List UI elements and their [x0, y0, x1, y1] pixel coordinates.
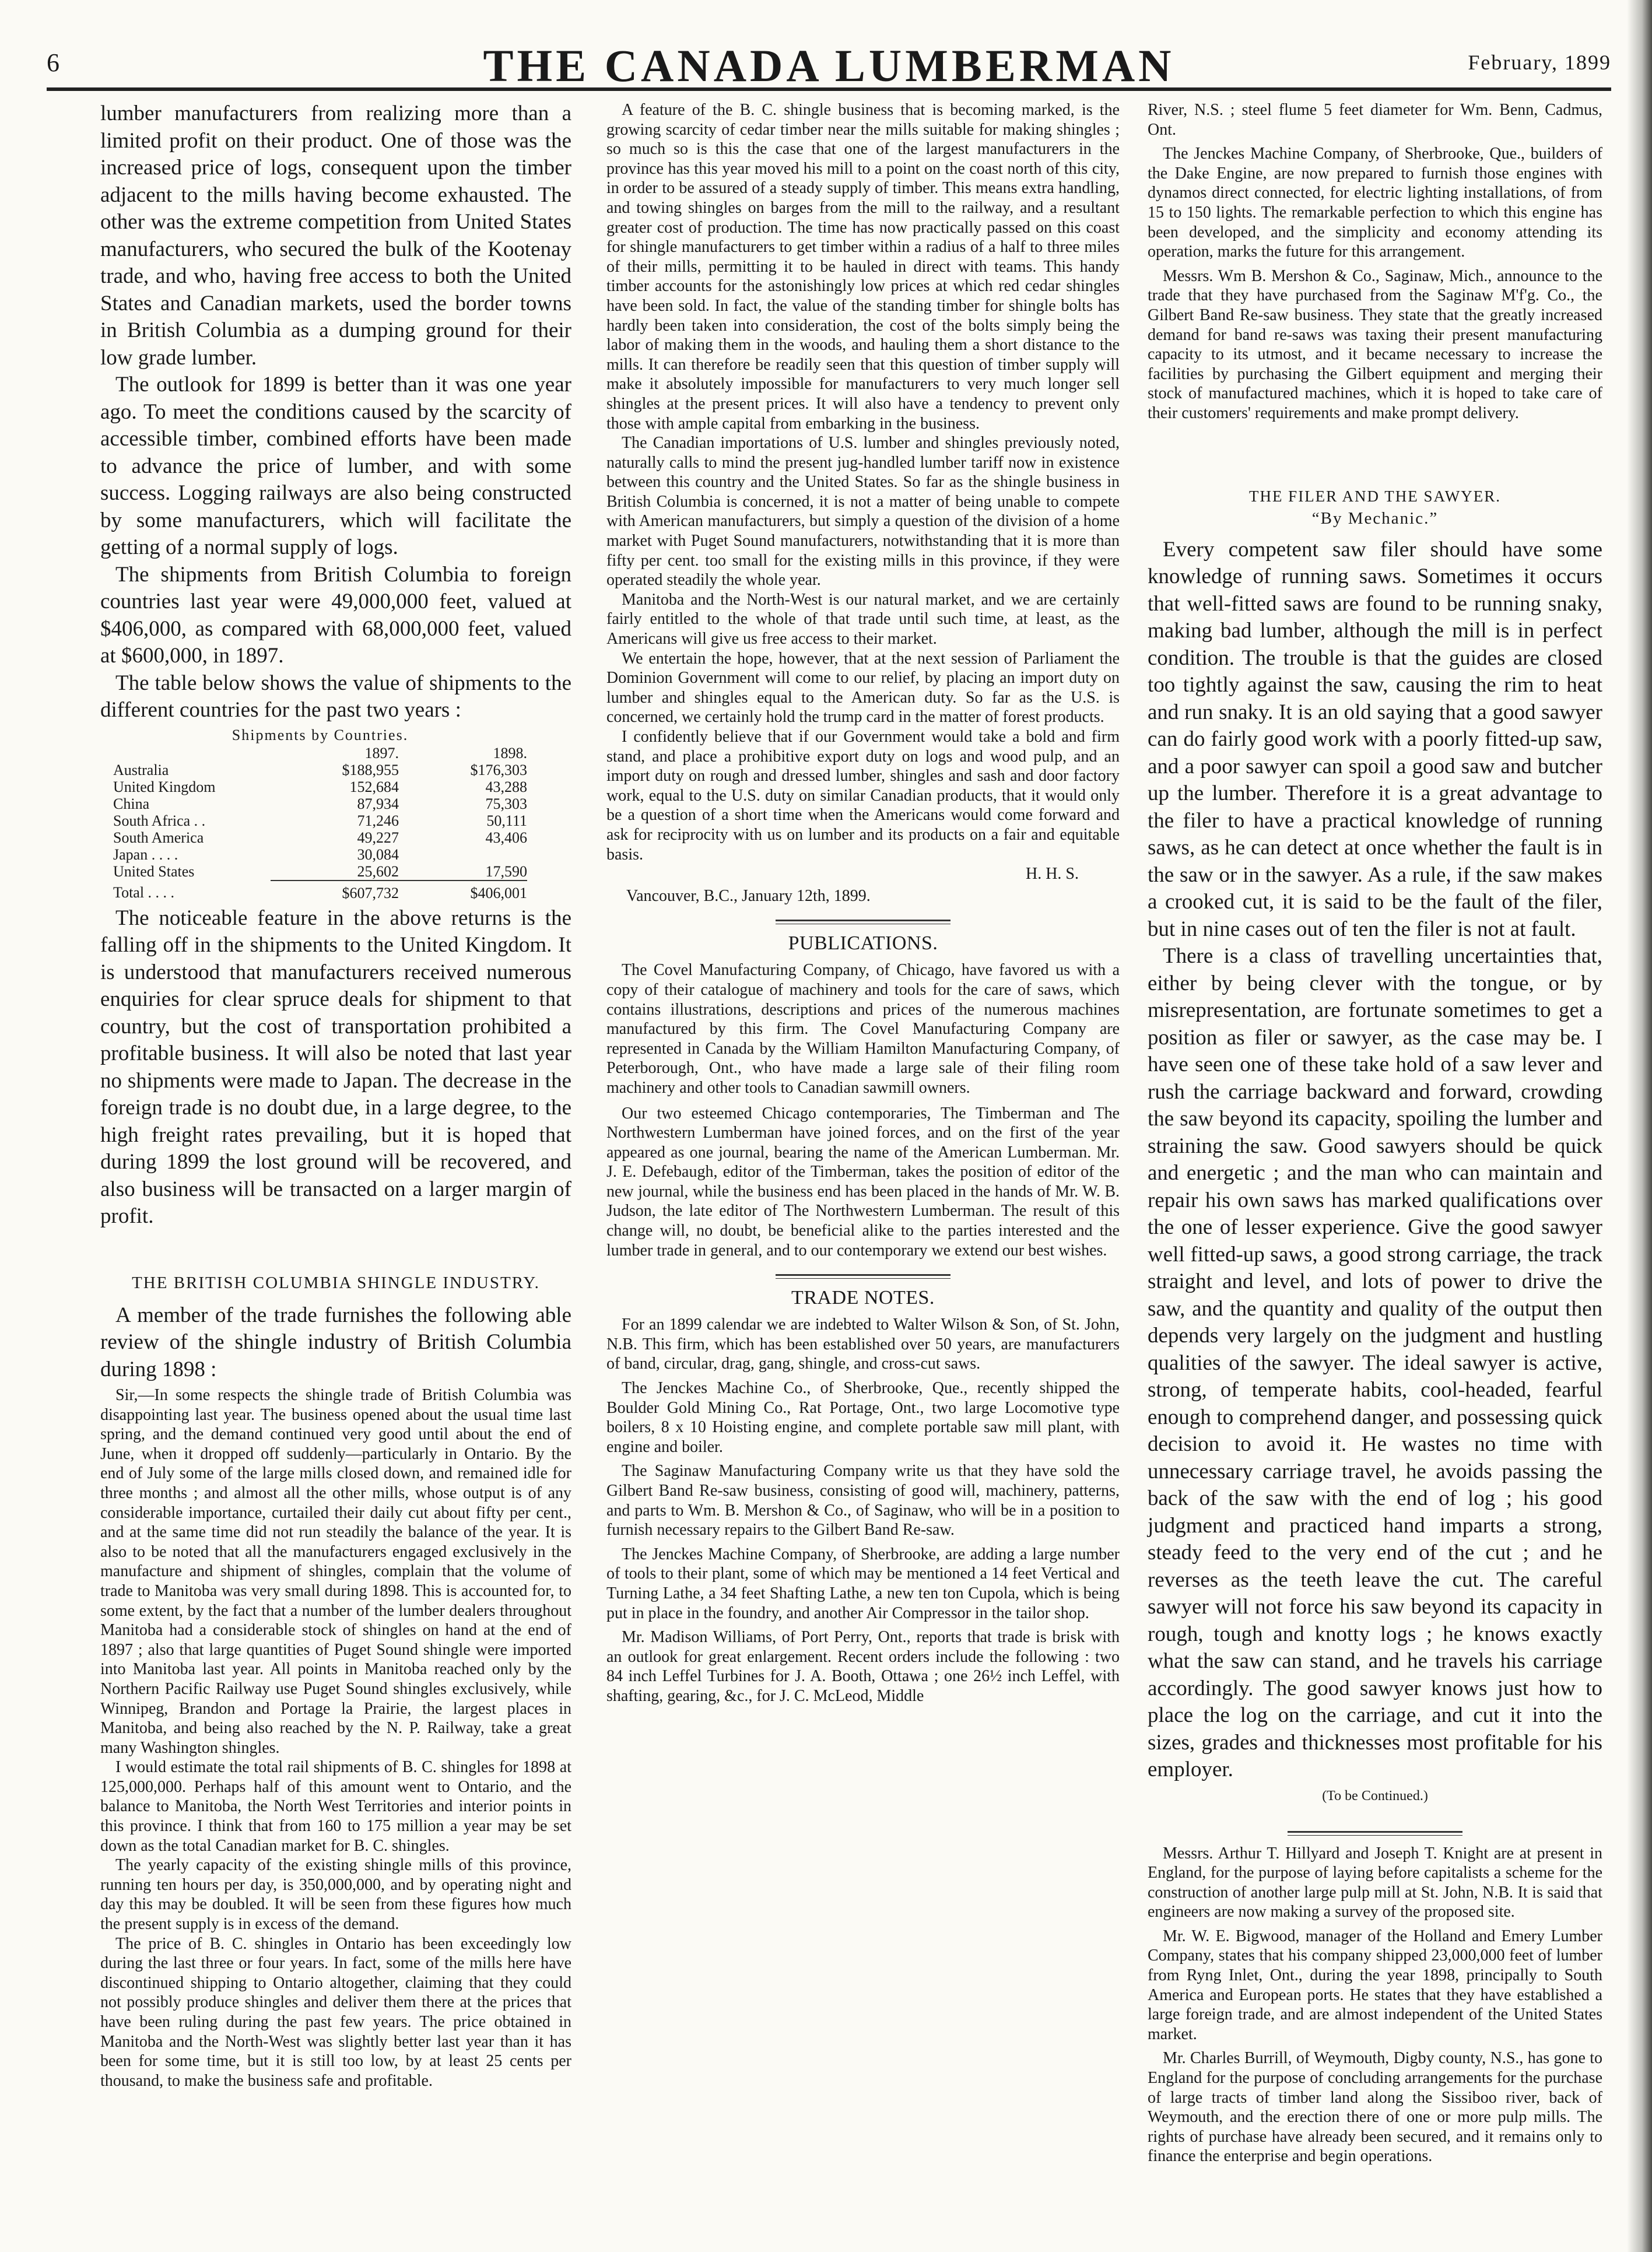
- column-3: [1148, 100, 1602, 2166]
- column-2: [606, 100, 1120, 1706]
- filer-paragraph: There is a class of travelling uncertainties that, either by being clever with the tongue, or by misrepresentation, are fortunate sometimes to get a position as filer or sawyer, as the case may be. I have seen one of these take hold of a saw lever and rush the carriage backward and forward, crowding the saw beyond its capacity, spoiling the lumber and straining the saw. Good sawyers should be quick and energetic ; and the man who can maintain and repair his own saws has marked qualifications over the one of lesser experience. Give the good sawyer well fitted-up saws, a good strong carriage, the track straight and level, and lots of power to drive the saw, and the quantity and quality of the output then depends very largely on the judgment and hustling qualities of the sawyer. The ideal sawyer is active, strong, of temperate habits, cool-headed, fearful enough to comprehend danger, and possessing quick decision to avoid it. He wastes no time with unnecessary carriage travel, he avoids passing the back of the saw with the end of log ; his good judgment and practiced hand imparts a strong, steady feed to the very end of the cut ; and he reverses as the teeth leave the cut. The careful sawyer will not force his saw beyond its capacity in rough, tough and knotty logs ; he knows exactly what the saw can stand, and he travels his carriage accordingly. The good sawyer knows just how to place the log on the carriage, and cut it into the sizes, grades and thicknesses most profitable for his employer.: [1148, 944, 1602, 1781]
- trade-notes-heading: TRADE NOTES.: [791, 1287, 935, 1309]
- article-paragraph: The shipments from British Columbia to foreign countries last year were 49,000,000 feet, valued at $406,000, as compared with 68,000,000 feet, valued at $600,000, in 1897.: [100, 562, 571, 668]
- table-header: [113, 745, 271, 762]
- scan-edge-shadow: [1627, 0, 1652, 2252]
- table-row: [113, 778, 527, 795]
- table-cell-1898: 43,406: [485, 829, 527, 846]
- table-total-label: Total . . . .: [113, 884, 175, 901]
- masthead-rule: [47, 87, 1611, 91]
- letter-paragraph: Manitoba and the North-West is our natural market, and we are certainly fairly entitled to the whole of that trade until such time, at least, as the Americans will give us free access to their market.: [606, 590, 1120, 648]
- table-row: [113, 829, 527, 846]
- letter-paragraph: The price of B. C. shingles in Ontario has been exceedingly low during the last three or four years. In fact, some of the mills here have discontinued shipping to Ontario altogether, claiming that they could not possibly produce shingles and deliver them there at the prices that have been ruling during the past few years. The price obtained in Manitoba and the North-West was slightly better last year than it has been for some time, but it is still too low, by at least 25 cents per thousand, to make the business safe and profitable.: [100, 1934, 571, 2090]
- publications-paragraph: Our two esteemed Chicago contemporaries, The Timberman and The Northwestern Lumberman have joined forces, and on the first of the year appeared as one journal, bearing the name of the American Lumberman. Mr. J. E. Defebaugh, editor of the Timberman, takes the position of editor of the new journal, while the business end has been placed in the hands of Mr. W. B. Judson, the late editor of The Northwestern Lumberman. The result of this change will, no doubt, be beneficial alike to the parties interested and the lumber trade in general, and to our contemporary we extend our best wishes.: [606, 1104, 1120, 1260]
- section-heading: THE BRITISH COLUMBIA SHINGLE INDUSTRY.: [132, 1273, 540, 1292]
- table-cell-1898: 75,303: [485, 795, 527, 812]
- trade-note: Messrs. Wm B. Mershon & Co., Saginaw, Mich., announce to the trade that they have purchased from the Saginaw M'f'g. Co., the Gilbert Band Re-saw business. They state that the greatly increased demand for band re-saws was taxing their present manufacturing capacity to its utmost, and it became necessary to increase the facilities by purchasing the Gilbert equipment and merging their stock of manufactured machines, which it is hoped to take care of their customers' requirements and make prompt delivery.: [1148, 266, 1602, 422]
- letter-signature: H. H. S.: [1025, 865, 1079, 883]
- article-paragraph: The outlook for 1899 is better than it was one year ago. To meet the conditions caused by the scarcity of accessible timber, combined efforts have been made to advance the price of lumber, and with some success. Logging railways are also being constructed by some manufacturers, which will facilitate the getting of a normal supply of logs.: [100, 373, 571, 559]
- publications-heading: PUBLICATIONS.: [788, 932, 938, 955]
- table-row: [113, 846, 527, 863]
- article-paragraph: The table below shows the value of shipments to the different countries for the past two years :: [100, 671, 571, 722]
- table-cell-country: South Africa . .: [113, 812, 206, 829]
- publications-paragraph: The Covel Manufacturing Company, of Chicago, have favored us with a copy of their catalogue of machinery and tools for the care of saws, which contains illustrations, descriptions and prices of the numerous machines manufactured by this firm. The Covel Manufacturing Company are represented in Canada by the William Hamilton Manufacturing Company, of Peterborough, Ont., who have made a large sale of their filing room machinery and other tools to Canadian sawmill owners.: [606, 961, 1120, 1097]
- personal-note: Mr. Charles Burrill, of Weymouth, Digby county, N.S., has gone to England for the purpose of concluding arrangements for the purchase of large tracts of timber land along the Sissiboo river, back of Weymouth, and the erection there of one or more pulp mills. The rights of purchase have already been secured, and it remains only to finance the enterprise and begin operations.: [1148, 2049, 1602, 2166]
- section-divider: [776, 920, 950, 924]
- table-cell-country: South America: [113, 829, 204, 846]
- letter-paragraph: The yearly capacity of the existing shingle mills of this province, running ten hours per day, is 350,000,000, and by operating night and day this may be doubled. It will be seen from these figures how much the present supply is in excess of the demand.: [100, 1856, 571, 1934]
- letter-paragraph: The Canadian importations of U.S. lumber and shingles previously noted, naturally calls to mind the present jug-handled lumber tariff now in existence between this country and the United States. So far as the shingle business in British Columbia is concerned, it is not a matter of being unable to compete with American manufacturers, but simply a question of the division of a home market with Puget Sound manufacturers, notwithstanding that it is more than fifty per cent. too small for the existing mills in this province, if they were operated steadily the whole year.: [606, 434, 1120, 590]
- page-number: 6: [47, 48, 59, 77]
- table-cell-1897: 87,934: [357, 795, 399, 812]
- table-cell-1898: 17,590: [485, 862, 527, 880]
- article-paragraph: A member of the trade furnishes the following able review of the shingle industry of British Columbia during 1898 :: [100, 1303, 571, 1381]
- article-paragraph: The noticeable feature in the above returns is the falling off in the shipments to the United Kingdom. It is understood that manufacturers received numerous enquiries for clear spruce deals for shipment to that country, but the cost of transportation prohibited a profitable business. It will also be noted that last year no shipments were made to Japan. The decrease in the foreign trade is no doubt due, in a large degree, to the high freight rates prevailing, but it is hoped that during 1899 the lost ground will be recovered, and also business will be transacted on a larger margin of profit.: [100, 906, 571, 1228]
- trade-note: The Saginaw Manufacturing Company write us that they have sold the Gilbert Band Re-saw business, consisting of good will, machinery, patterns, and parts to Wm. B. Mershon & Co., of Saginaw, who will be in a position to furnish necessary repairs to the Gilbert Band Re-saw.: [606, 1462, 1120, 1539]
- trade-note: The Jenckes Machine Company, of Sherbrooke, are adding a large number of tools to their plant, some of which may be mentioned a 14 feet Vertical and Turning Lathe, a 34 feet Shafting Lathe, a new ten ton Cupola, which is being put in place in the foundry, and another Air Compressor in the tailor shop.: [606, 1545, 1120, 1622]
- letter-paragraph: We entertain the hope, however, that at the next session of Parliament the Dominion Government will come to our relief, by placing an import duty on lumber and shingles equal to the American duty. So far as the U.S. is concerned, we certainly hold the trump card in the matter of forest products.: [606, 649, 1120, 727]
- table-total-1897: $607,732: [271, 881, 399, 901]
- table-header: 1898.: [493, 744, 527, 762]
- table-header-row: [113, 745, 527, 762]
- personal-note: Messrs. Arthur T. Hillyard and Joseph T. Knight are at present in England, for the purpose of laying before capitalists a scheme for the construction of another large pulp mill at St. John, N.B. It is said that engineers are now making a survey of the proposed site.: [1148, 1844, 1602, 1921]
- continued-note: (To be Continued.): [1322, 1788, 1428, 1804]
- filer-heading: THE FILER AND THE SAWYER.: [1248, 487, 1502, 505]
- table-cell-1897: 152,684: [349, 778, 399, 795]
- section-divider: [776, 1274, 950, 1279]
- table-cell-1897: 25,602: [357, 862, 399, 880]
- letter-paragraph: Sir,—In some respects the shingle trade of British Columbia was disappointing last year. The business opened about the usual time last spring, and the demand continued very good until about the end of June, when it dropped off suddenly—particularly in Ontario. By the end of July some of the large mills closed down, and remained idle for three months ; and almost all the other mills, whose output is of any considerable importance, curtailed their daily cut about fifty per cent., and at the same time did not run steadily the balance of the year. It is also to be noted that all the manufacturers engaged exclusively in the manufacture and shipment of shingles, complain that the volume of trade to Manitoba was very small during 1898. This is accounted for, to some extent, by the fact that a number of the lumber dealers throughout Manitoba had a considerable stock of shingles on hand at the end of 1897 ; also that large quantities of Puget Sound shingle were imported into Manitoba last year. All points in Manitoba reached only by the Northern Pacific Railway use Puget Sound shingles exclusively, while Winnipeg, Brandon and Portage la Prairie, the largest places in Manitoba, and being also reached by the N. P. Railway, take a great many Washington shingles.: [100, 1386, 571, 1757]
- table-cell-country: Australia: [113, 761, 169, 778]
- shipments-table: [113, 727, 527, 901]
- table-row: [113, 812, 527, 829]
- personal-note: Mr. W. E. Bigwood, manager of the Holland and Emery Lumber Company, states that his company shipped 23,000,000 feet of lumber from Ryng Inlet, Ont., during the year 1898, principally to South America and European ports. He states that they have established a large foreign trade, and are almost independent of the United States market.: [1148, 1927, 1602, 2043]
- table-cell-country: United Kingdom: [113, 778, 216, 795]
- table-caption: Shipments by Countries.: [232, 726, 409, 743]
- table-header: 1897.: [364, 744, 399, 762]
- table-cell-1898: 50,111: [486, 812, 527, 829]
- article-paragraph: lumber manufacturers from realizing more than a limited profit on their product. One of those was the increased price of logs, consequent upon the timber adjacent to the mills having become exhausted. The other was the extreme competition from United States manufacturers, who secured the bulk of the Kootenay trade, and who, having free access to both the United States and Canadian markets, used the border towns in British Columbia as a dumping ground for their low grade lumber.: [100, 101, 571, 370]
- issue-date: February, 1899: [1468, 51, 1611, 74]
- table-cell-country: United States: [113, 863, 195, 880]
- column-1: [100, 100, 571, 2090]
- letter-dateline: Vancouver, B.C., January 12th, 1899.: [626, 886, 871, 905]
- trade-note: The Jenckes Machine Company, of Sherbrooke, Que., builders of the Dake Engine, are now prepared to furnish those engines with dynamos direct connected, for electric lighting installations, of from 15 to 150 lights. The remarkable perfection to which this engine has been developed, and the simplicity and economy attending its operation, marks the future for this arrangement.: [1148, 145, 1602, 261]
- trade-note: For an 1899 calendar we are indebted to Walter Wilson & Son, of St. John, N.B. This firm, which has been established over 50 years, are manufacturers of band, circular, drag, gang, shingle, and cross-cut saws.: [606, 1316, 1120, 1373]
- table-cell-1897: 49,227: [357, 829, 399, 846]
- table-row: [113, 863, 527, 881]
- trade-note: The Jenckes Machine Co., of Sherbrooke, Que., recently shipped the Boulder Gold Mining Co., Rat Portage, Ont., two large Locomotive type boilers, 8 x 10 Hoisting engine, and complete portable saw mill plant, with engine and boiler.: [606, 1379, 1120, 1456]
- section-divider: [1288, 1831, 1462, 1836]
- filer-paragraph: Every competent saw filer should have some knowledge of running saws. Sometimes it occurs that well-fitted saws are found to be running snaky, making bad lumber, although the mill is in perfect condition. The trouble is that the guides are closed too tightly against the saw, causing the rim to heat and run snaky. It is an old saying that a good sawyer can do fairly good work with a poorly fitted-up saw, and a poor sawyer can spoil a good saw and butcher up the lumber. Therefore it is a great advantage to the filer to have a practical knowledge of running saws, as he can detect at once whether the fault is in the saw or in the sawyer. As a rule, if the saw makes a crooked cut, it is said to be the fault of the filer, but in nine cases out of ten the filer is not at fault.: [1148, 537, 1602, 941]
- table-cell-1897: 30,084: [357, 846, 399, 863]
- letter-paragraph: I confidently believe that if our Government would take a bold and firm stand, and place a prohibitive export duty on logs and wood pulp, and an import duty on rough and dressed lumber, shingles and sash and door factory work, equal to the U.S. duty on similar Canadian products, that it would only be a question of a short time when the Americans would come forward and ask for reciprocity with us on lumber and its products on a fair and equitable basis.: [606, 728, 1120, 864]
- letter-paragraph: A feature of the B. C. shingle business that is becoming marked, is the growing scarcity of cedar timber near the mills suitable for making shingles ; so much so is this the case that one of the largest manufacturers in the province has this year moved his mill to a point on the coast north of this city, in order to be assured of a steady supply of timber. This means extra handling, and towing shingles on barges from the mill to the railway, and a resultant greater cost of production. The time has now practically passed on this coast for shingle manufacturers to get timber within a radius of a half to three miles of their mills, permitting it to be hauled in direct with teams. This handy timber accounts for the astonishingly low prices at which red cedar shingles have been sold. In fact, the value of the standing timber for shingle bolts has hardly been taken into consideration, the cost of the bolts simply being the labor of making them in the woods, and hauling them a short distance to the mills. It can therefore be readily seen that this question of timber supply will make it absolutely impossible for manufacturers to very much longer sell shingles at the present prices. It will also have a tendency to prevent only those with ample capital from embarking in the business.: [606, 101, 1120, 433]
- table-cell-1898: [399, 846, 527, 863]
- masthead: [47, 40, 1611, 91]
- table-cell-1897: 71,246: [357, 812, 399, 829]
- table-row: [113, 795, 527, 812]
- table-cell-1897: $188,955: [342, 761, 399, 778]
- table-row: [113, 762, 527, 778]
- table-cell-1898: $176,303: [470, 761, 527, 778]
- trade-note: River, N.S. ; steel flume 5 feet diameter for Wm. Benn, Cadmus, Ont.: [1148, 101, 1602, 139]
- masthead-title: THE CANADA LUMBERMAN: [483, 40, 1175, 91]
- table-cell-country: China: [113, 795, 150, 812]
- table-cell-country: Japan . . . .: [113, 846, 178, 863]
- table-total-row: [113, 881, 527, 901]
- table-total-1898: $406,001: [399, 881, 527, 901]
- trade-note: Mr. Madison Williams, of Port Perry, Ont., reports that trade is brisk with an outlook for great enlargement. Recent orders include the following : two 84 inch Leffel Turbines for J. A. Booth, Ottawa ; one 26½ inch Leffel, with shafting, gearing, &c., for J. C. McLeod, Middle: [606, 1628, 1120, 1705]
- letter-paragraph: I would estimate the total rail shipments of B. C. shingles for 1898 at 125,000,000. Perhaps half of this amount went to Ontario, and the balance to Manitoba, the North West Territories and interior points in this province. I think that from 160 to 175 million a year may be set down as the total Canadian market for B. C. shingles.: [100, 1758, 571, 1855]
- filer-byline: “By Mechanic.”: [1311, 508, 1439, 528]
- table-cell-1898: 43,288: [485, 778, 527, 795]
